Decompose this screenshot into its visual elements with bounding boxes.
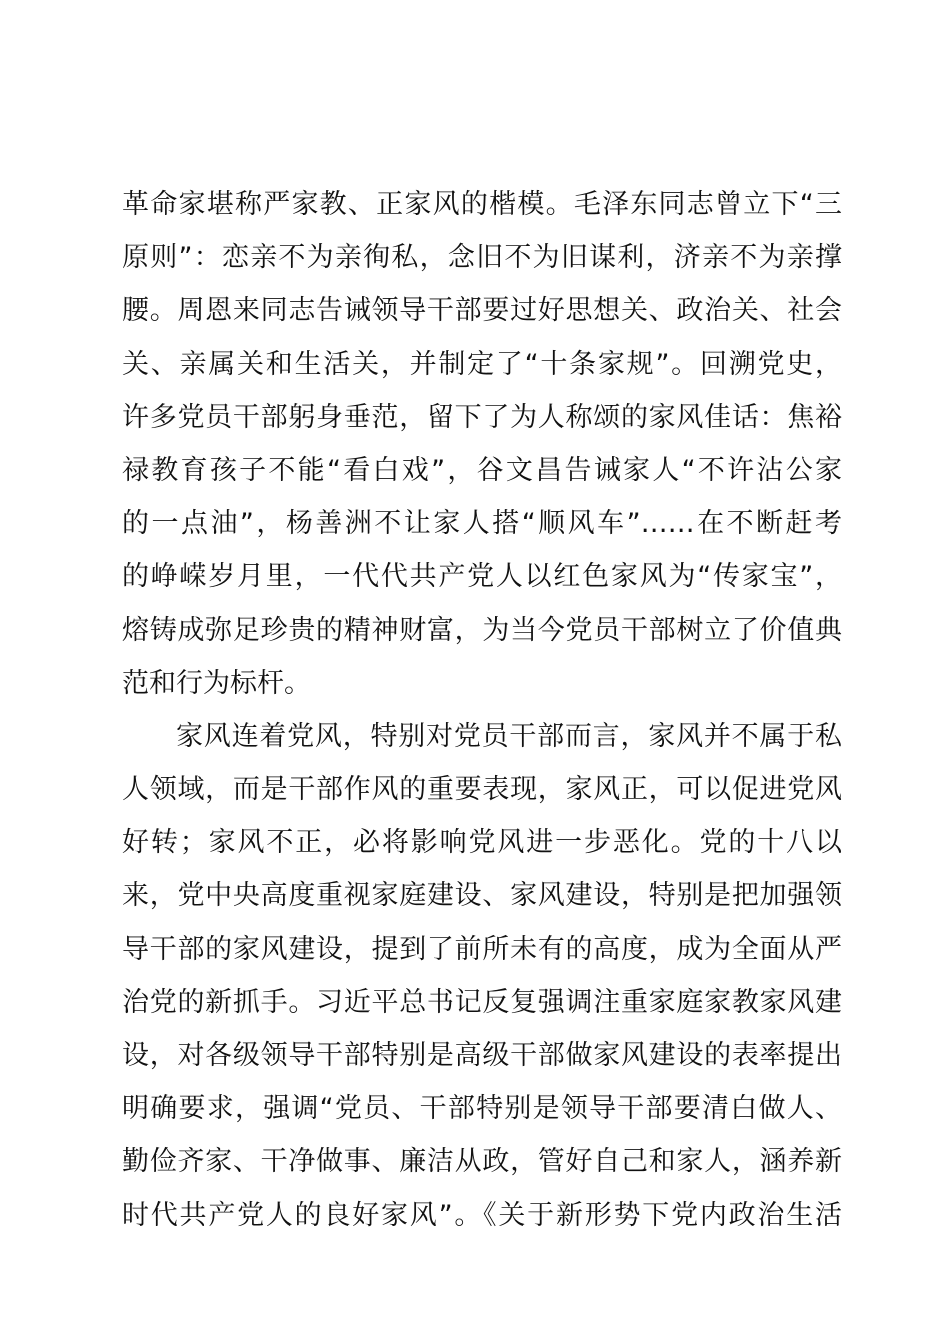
text-line: 的一点油”，杨善洲不让家人搭“顺风车”……在不断赶考 [122,508,842,540]
text-line: 明确要求，强调“党员、干部特别是领导干部要清白做人、 [122,1093,842,1125]
text-line: 原则”：恋亲不为亲徇私，念旧不为旧谋利，济亲不为亲撑 [122,242,842,274]
body-text [122,178,842,1242]
text-line: 家风连着党风，特别对党员干部而言，家风并不属于私 [176,720,842,752]
text-line: 时代共产党人的良好家风”。《关于新形势下党内政治生活 [122,1199,842,1231]
text-line: 导干部的家风建设，提到了前所未有的高度，成为全面从严 [122,933,842,965]
text-line: 革命家堪称严家教、正家风的楷模。毛泽东同志曾立下“三 [122,189,842,220]
text-line: 好转；家风不正，必将影响党风进一步恶化。党的十八以 [122,827,842,859]
text-line: 腰。周恩来同志告诫领导干部要过好思想关、政治关、社会 [122,295,842,327]
text-line: 关、亲属关和生活关，并制定了“十条家规”。回溯党史， [122,348,842,380]
text-line: 熔铸成弥足珍贵的精神财富，为当今党员干部树立了价值典 [122,614,842,646]
text-line: 禄教育孩子不能“看白戏”，谷文昌告诫家人“不许沾公家 [122,454,842,486]
text-line: 许多党员干部躬身垂范，留下了为人称颂的家风佳话：焦裕 [122,401,842,433]
text-line: 人领域，而是干部作风的重要表现，家风正，可以促进党风 [122,774,842,806]
text-line: 的峥嵘岁月里，一代代共产党人以红色家风为“传家宝”， [122,561,842,593]
text-line: 勤俭齐家、干净做事、廉洁从政，管好自己和家人，涵养新 [122,1146,842,1178]
text-line: 范和行为标杆。 [122,667,311,699]
text-line: 治党的新抓手。习近平总书记反复强调注重家庭家教家风建 [122,986,842,1018]
text-line: 设，对各级领导干部特别是高级干部做家风建设的表率提出 [122,1040,842,1071]
text-line: 来，党中央高度重视家庭建设、家风建设，特别是把加强领 [122,880,842,912]
